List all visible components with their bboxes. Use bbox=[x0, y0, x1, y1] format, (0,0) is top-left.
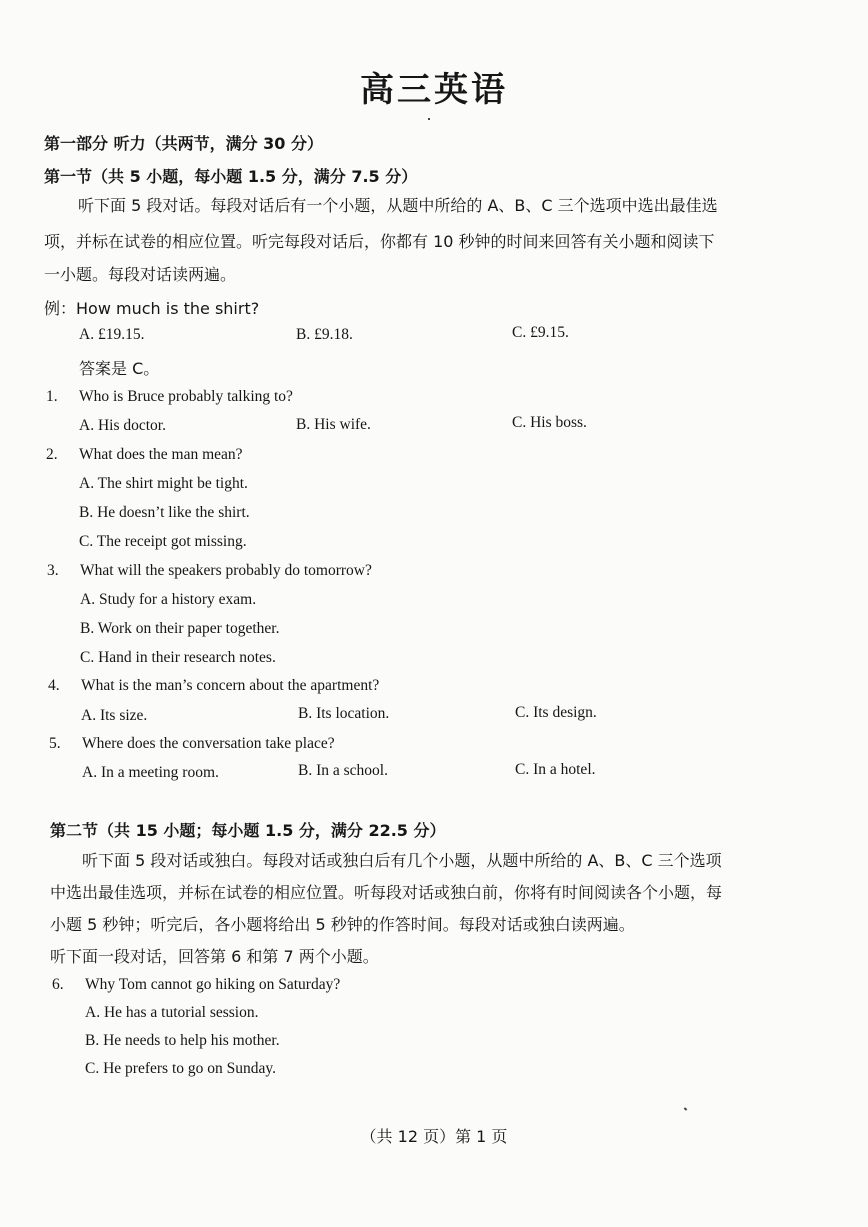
option-b: B. Work on their paper together. bbox=[80, 620, 280, 637]
question-number: 3. bbox=[47, 562, 59, 579]
option-c: C. In a hotel. bbox=[515, 761, 596, 778]
question-number: 2. bbox=[46, 446, 58, 463]
question-number: 1. bbox=[46, 388, 58, 405]
option-b: B. In a school. bbox=[298, 762, 388, 779]
question-number: 6. bbox=[52, 976, 64, 993]
question-text: Where does the conversation take place? bbox=[82, 735, 335, 752]
question-text: What is the man’s concern about the apartment? bbox=[81, 677, 380, 694]
option-c: C. Its design. bbox=[515, 704, 597, 721]
example-option-a: A. £19.15. bbox=[79, 326, 145, 343]
option-a: A. Its size. bbox=[81, 707, 148, 724]
question-number: 5. bbox=[49, 735, 61, 752]
option-c: C. He prefers to go on Sunday. bbox=[85, 1060, 276, 1077]
example-option-c: C. £9.15. bbox=[512, 324, 569, 341]
example-answer: 答案是 C。 bbox=[79, 359, 160, 378]
question-text: What does the man mean? bbox=[79, 446, 243, 463]
section1-instruction-line: 听下面 5 段对话。每段对话后有一个小题，从题中所给的 A、B、C 三个选项中选出最佳选 bbox=[78, 196, 718, 215]
scan-speck bbox=[428, 118, 430, 120]
option-a: A. The shirt might be tight. bbox=[79, 475, 248, 492]
option-a: A. His doctor. bbox=[79, 417, 166, 434]
section2-heading: 第二节（共 15 小题；每小题 1.5 分，满分 22.5 分） bbox=[50, 821, 446, 840]
option-c: C. The receipt got missing. bbox=[79, 533, 247, 550]
example-option-b: B. £9.18. bbox=[296, 326, 353, 343]
option-b: B. He doesn’t like the shirt. bbox=[79, 504, 250, 521]
section2-lead: 听下面一段对话，回答第 6 和第 7 两个小题。 bbox=[50, 947, 379, 966]
option-c: C. His boss. bbox=[512, 414, 587, 431]
scan-speck bbox=[684, 1107, 688, 1110]
section2-instruction-line: 中选出最佳选项，并标在试卷的相应位置。听每段对话或独白前，你将有时间阅读各个小题，每 bbox=[50, 883, 723, 902]
option-c: C. Hand in their research notes. bbox=[80, 649, 276, 666]
part1-heading: 第一部分 听力（共两节，满分 30 分） bbox=[44, 134, 323, 153]
question-text: Why Tom cannot go hiking on Saturday? bbox=[85, 976, 341, 993]
option-b: B. His wife. bbox=[296, 416, 371, 433]
section2-instruction-line: 听下面 5 段对话或独白。每段对话或独白后有几个小题，从题中所给的 A、B、C 三个选项 bbox=[82, 851, 722, 870]
page-footer: （共 12 页）第 1 页 bbox=[360, 1127, 508, 1146]
section2-instruction-line: 小题 5 秒钟；听完后，各小题将给出 5 秒钟的作答时间。每段对话或独白读两遍。 bbox=[50, 915, 635, 934]
page-title: 高三英语 bbox=[360, 70, 508, 110]
option-b: B. He needs to help his mother. bbox=[85, 1032, 280, 1049]
option-a: A. Study for a history exam. bbox=[80, 591, 257, 608]
question-number: 4. bbox=[48, 677, 60, 694]
option-a: A. He has a tutorial session. bbox=[85, 1004, 259, 1021]
section1-heading: 第一节（共 5 小题，每小题 1.5 分，满分 7.5 分） bbox=[44, 167, 418, 186]
question-text: Who is Bruce probably talking to? bbox=[79, 388, 293, 405]
option-a: A. In a meeting room. bbox=[82, 764, 219, 781]
section1-instruction-line: 项，并标在试卷的相应位置。听完每段对话后，你都有 10 秒钟的时间来回答有关小题和阅读下 bbox=[44, 232, 715, 251]
question-text: What will the speakers probably do tomorrow? bbox=[80, 562, 372, 579]
section1-instruction-line: 一小题。每段对话读两遍。 bbox=[44, 265, 237, 284]
option-b: B. Its location. bbox=[298, 705, 390, 722]
example-prompt: 例：How much is the shirt? bbox=[44, 299, 260, 318]
